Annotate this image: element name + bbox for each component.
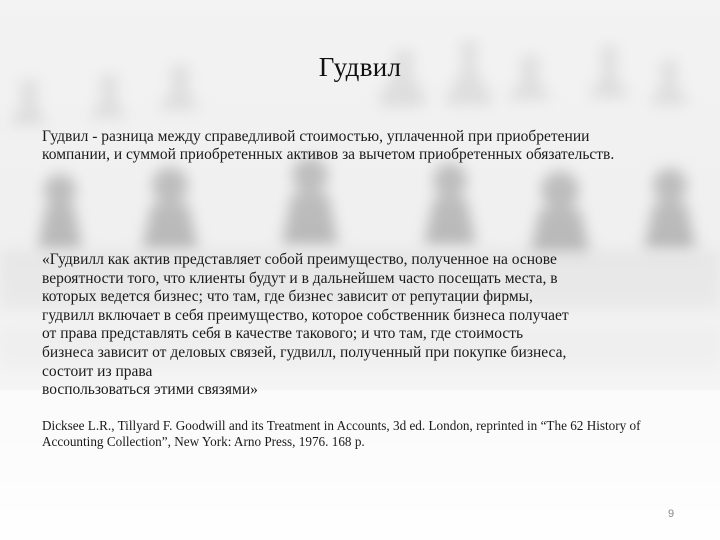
page-number: 9 — [668, 508, 675, 520]
quote-line: «Гудвилл как актив представляет собой преимущество, полученное на основе — [42, 251, 557, 268]
goodwill-definition: Гудвил - разница между справедливой стоимостью, уплаченной при приобретении компании, и суммой приобретенных активов за вычетом приобретенных обязательств. — [42, 128, 615, 163]
quote-line: состоит из права — [42, 362, 153, 380]
quote-line: гудвилл включает в себя преимущество, которое собственник бизнеса получает — [42, 306, 569, 324]
quote-line: вероятности того, что клиенты будут и в дальнейшем часто посещать места, в — [42, 269, 558, 287]
quote-line: воспользоваться этими связями» — [42, 381, 258, 399]
quote-line: от права представлять себя в качестве такового; и что там, где стоимость — [42, 325, 524, 343]
quote-line: бизнеса зависит от деловых связей, гудвилл, полученный при покупке бизнеса, — [42, 343, 567, 361]
goodwill-quote — [42, 251, 682, 400]
slide-title: Гудвил — [318, 52, 402, 82]
citation: Dicksee L.R., Tillyard F. Goodwill and its Treatment in Accounts, 3d ed. London, reprinted in “The 62 History of Accounting Collection”, New York: Arno Press, 1976. 168 p. — [42, 418, 641, 449]
quote-line: которых ведется бизнес; что там, где бизнес зависит от репутации фирмы, — [42, 288, 533, 306]
